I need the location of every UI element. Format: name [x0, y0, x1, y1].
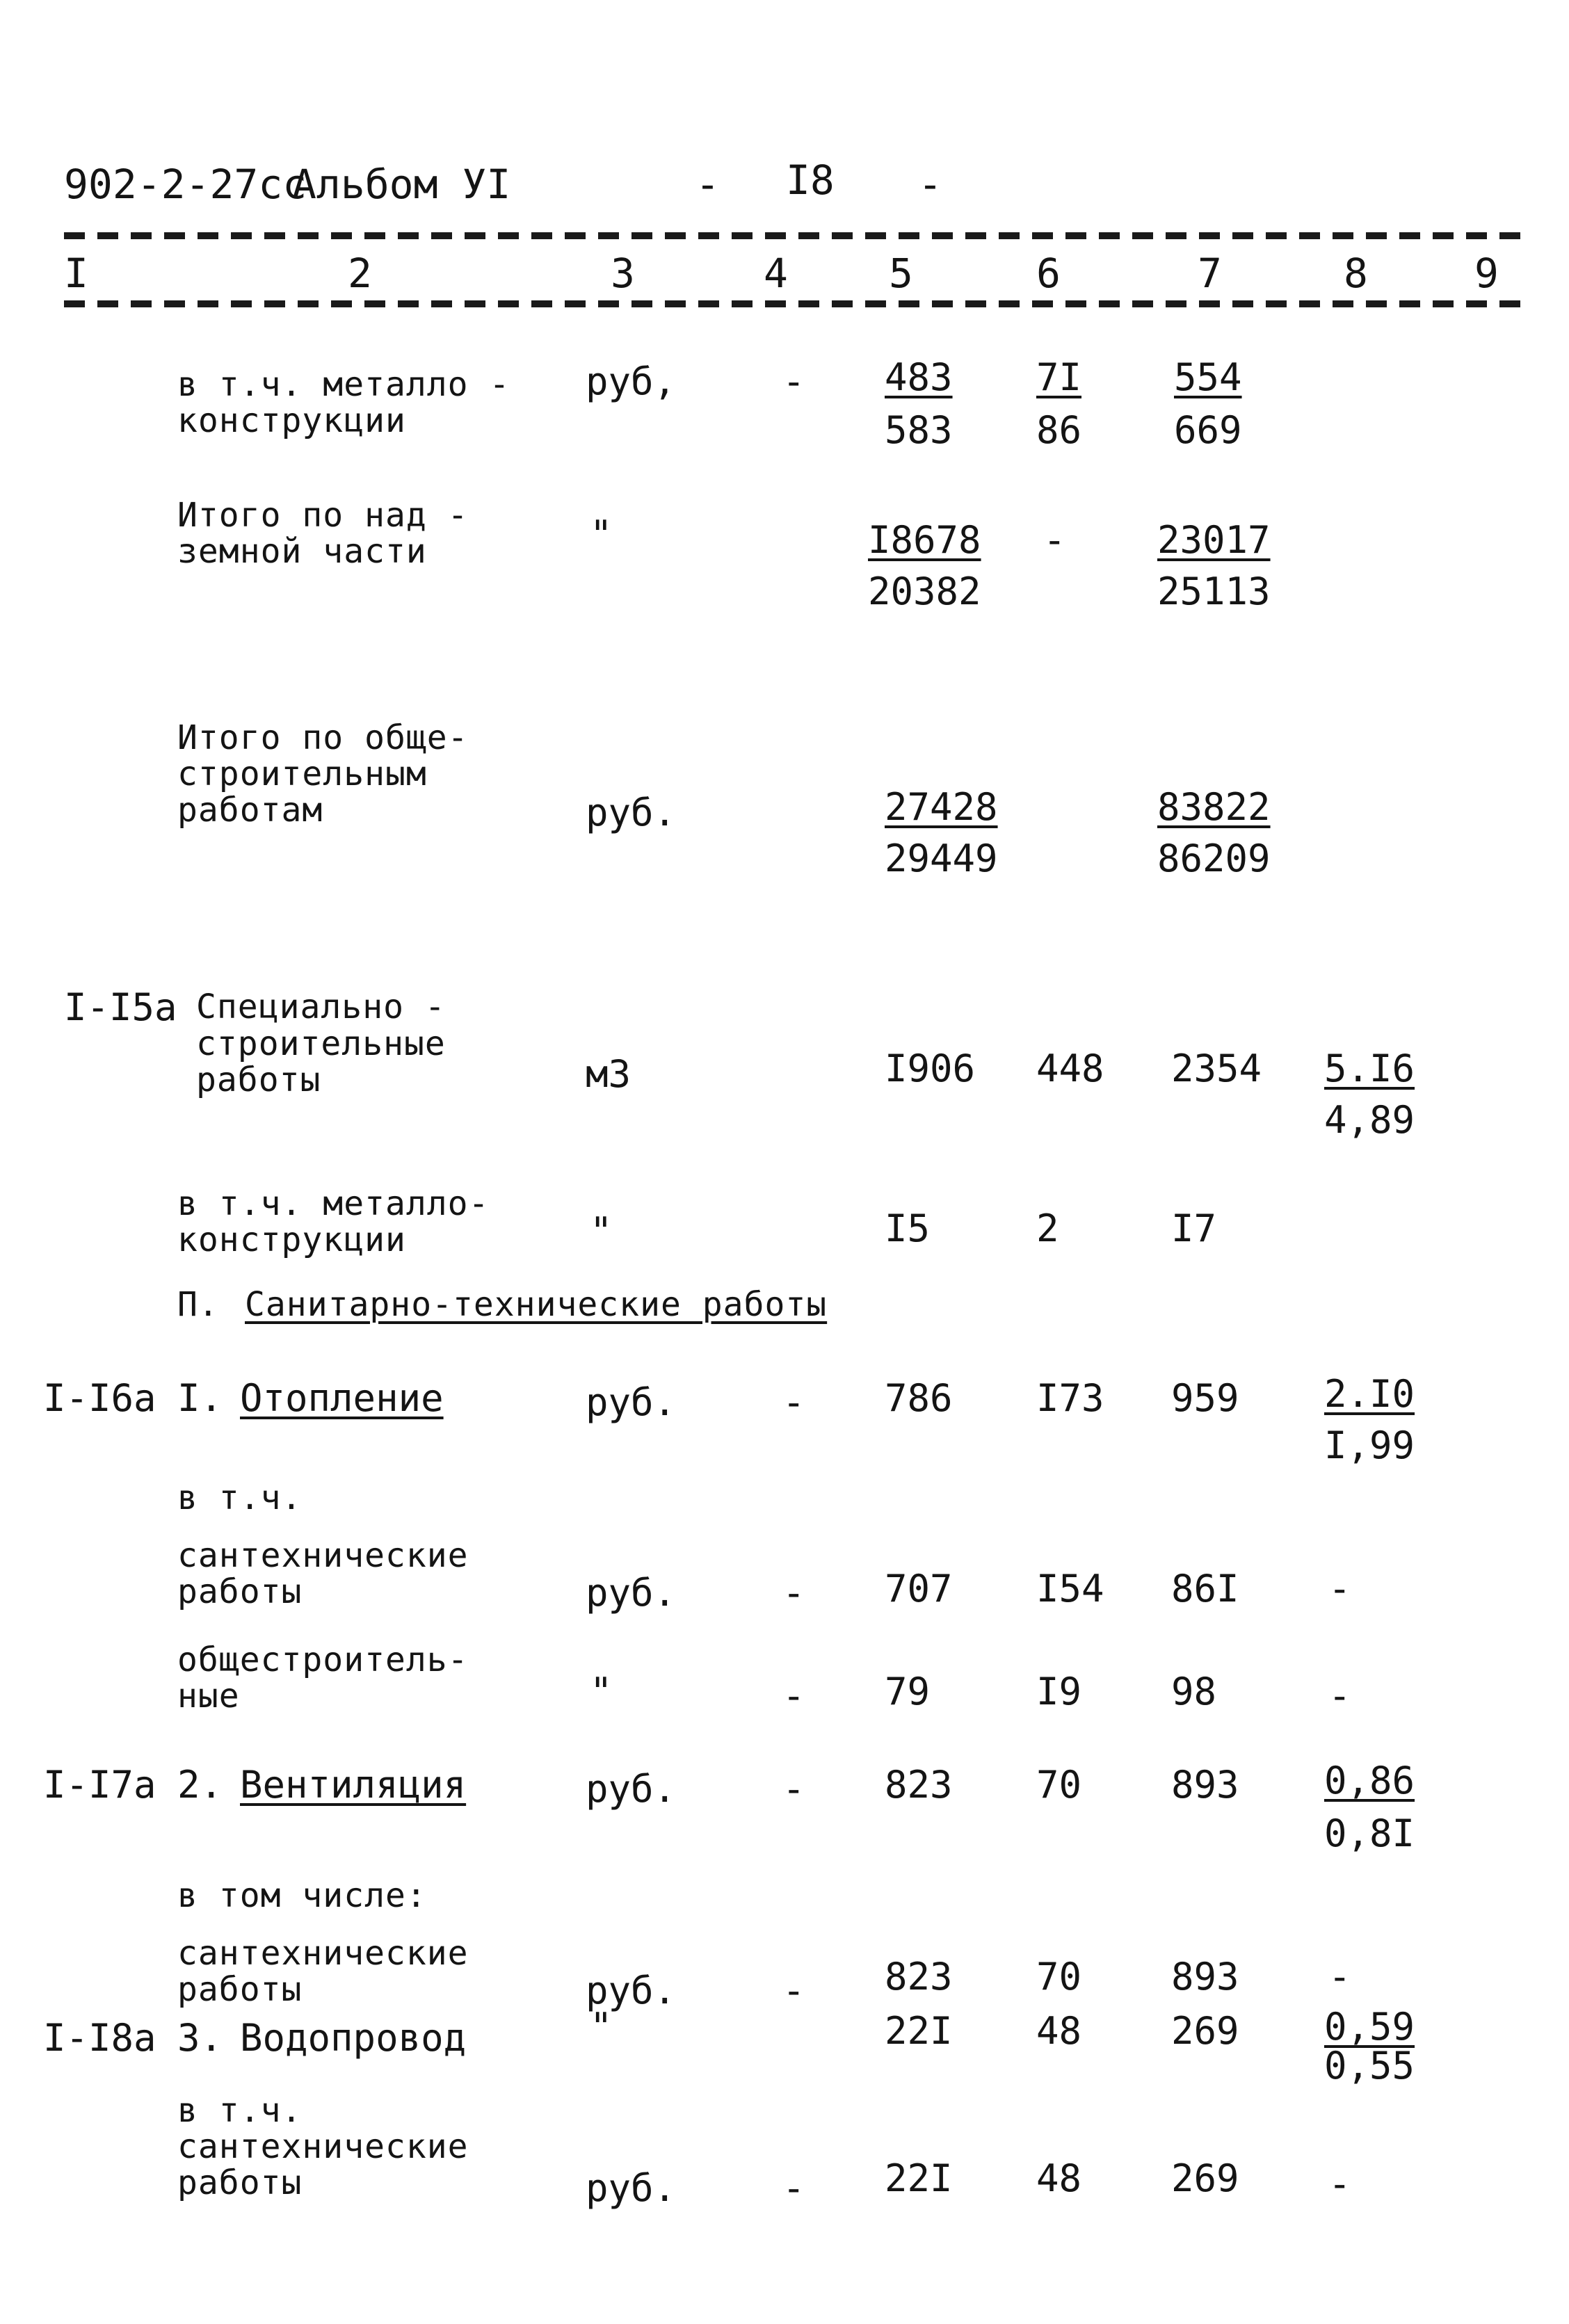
row-water-san-col7: 269: [1171, 2156, 1239, 2200]
row-special-metal-col6: 2: [1036, 1207, 1059, 1250]
row-heating-col8-top: 2.I0: [1324, 1372, 1415, 1416]
row-heating-col5: 786: [885, 1376, 953, 1420]
row-water-col7: 269: [1171, 2009, 1239, 2053]
row-special-col5: I906: [885, 1047, 976, 1090]
row-metal-col4: -: [782, 360, 805, 403]
row-special-col7: 2354: [1171, 1047, 1262, 1090]
row-heating-san-col5: 707: [885, 1567, 953, 1611]
row-general-unit: руб.: [586, 791, 677, 834]
row-aboveground-name: Итого по над - земной части: [177, 496, 469, 571]
row-water-san-col8: -: [1328, 2162, 1351, 2206]
col-header-2: 2: [348, 250, 372, 297]
row-vent-san-col4: -: [782, 1969, 805, 2012]
row-heating-gen-col7: 98: [1171, 1670, 1217, 1713]
col-header-6: 6: [1036, 250, 1061, 297]
row-heating-num: I.: [177, 1376, 223, 1420]
col-header-4: 4: [764, 250, 788, 297]
row-heating-san-unit: руб.: [586, 1571, 677, 1615]
row-water-num: 3.: [177, 2016, 223, 2060]
row-water-san-col5: 22I: [885, 2156, 953, 2200]
row-metal-col7-top: 554: [1174, 355, 1242, 399]
row-heating-gen-unit: ": [590, 1670, 613, 1713]
row-heating-unit: руб.: [586, 1380, 677, 1424]
col-header-8: 8: [1344, 250, 1368, 297]
row-aboveground-col5-top: I8678: [868, 518, 981, 562]
album-label: Альбом УI: [292, 161, 511, 208]
row-water-col8-top: 0,59: [1324, 2005, 1415, 2049]
row-metal-col5-top: 483: [885, 355, 953, 399]
row-vent-col6: 70: [1036, 1763, 1082, 1807]
row-water-san-unit: руб.: [586, 2166, 677, 2210]
row-special-code: I-I5a: [64, 985, 177, 1029]
document-code: 902-2-27сс: [64, 161, 307, 208]
row-vent-col4: -: [782, 1767, 805, 1811]
row-vent-san-name: сантехнические работы: [177, 1934, 469, 2009]
row-heating-gen-col4: -: [782, 1674, 805, 1718]
row-vent-name: Вентиляция: [240, 1763, 467, 1807]
row-vent-col8-bottom: 0,8I: [1324, 1811, 1415, 1855]
row-water-name: Водопровод: [240, 2016, 467, 2060]
row-vent-san-col7: 893: [1171, 1955, 1239, 1999]
row-special-unit: м3: [586, 1052, 631, 1096]
row-metal-col7-bottom: 669: [1174, 408, 1242, 452]
row-heating-name: Отопление: [240, 1376, 444, 1420]
row-aboveground-col5-bottom: 20382: [868, 570, 981, 613]
row-general-col5-bottom: 29449: [885, 837, 998, 880]
row-special-name-line1: Специально -: [196, 987, 446, 1026]
row-aboveground-col7-bottom: 25113: [1157, 570, 1271, 613]
row-heating-san-prefix: в т.ч.: [177, 1478, 303, 1517]
row-vent-san-col6: 70: [1036, 1955, 1082, 1999]
row-heating-col6: I73: [1036, 1376, 1104, 1420]
row-heating-san-col8: -: [1328, 1567, 1351, 1611]
row-vent-san-prefix: в том числе:: [177, 1876, 427, 1915]
row-metal-col6-top: 7I: [1036, 355, 1082, 399]
col-header-7: 7: [1198, 250, 1222, 297]
row-vent-code: I-I7a: [43, 1763, 156, 1807]
row-heating-col8-bottom: I,99: [1324, 1423, 1415, 1467]
row-special-metal-col5: I5: [885, 1207, 931, 1250]
row-vent-num: 2.: [177, 1763, 223, 1807]
row-heating-san-col6: I54: [1036, 1567, 1104, 1611]
row-aboveground-col7-top: 23017: [1157, 518, 1271, 562]
row-special-col6: 448: [1036, 1047, 1104, 1090]
col-header-9: 9: [1474, 250, 1499, 297]
row-metal-col6-bottom: 86: [1036, 408, 1082, 452]
row-heating-col7: 959: [1171, 1376, 1239, 1420]
row-water-col6: 48: [1036, 2009, 1082, 2053]
row-vent-col5: 823: [885, 1763, 953, 1807]
col-header-5: 5: [889, 250, 913, 297]
header-rule-bottom: [64, 300, 1531, 307]
page-number: I8: [786, 156, 835, 204]
row-vent-col7: 893: [1171, 1763, 1239, 1807]
row-water-unit: ": [590, 2005, 613, 2049]
col-header-1: I: [64, 250, 88, 297]
row-general-name: Итого по обще- строительным работам: [177, 718, 469, 830]
row-vent-san-col5: 823: [885, 1955, 953, 1999]
row-heating-code: I-I6a: [43, 1376, 156, 1420]
row-heating-san-col4: -: [782, 1571, 805, 1615]
row-special-col8-top: 5.I6: [1324, 1047, 1415, 1090]
row-heating-gen-col6: I9: [1036, 1670, 1082, 1713]
row-aboveground-col6: -: [1043, 518, 1066, 562]
row-vent-unit: руб.: [586, 1767, 677, 1811]
section-number: П.: [177, 1285, 219, 1324]
section-title: Санитарно-технические работы: [245, 1285, 828, 1324]
row-heating-san-name: сантехнические работы: [177, 1536, 469, 1611]
row-general-col7-bottom: 86209: [1157, 837, 1271, 880]
row-heating-gen-name: общестроитель- ные: [177, 1640, 469, 1716]
row-vent-col8-top: 0,86: [1324, 1759, 1415, 1802]
row-heating-gen-col8: -: [1328, 1674, 1351, 1718]
row-metal-unit: руб,: [586, 360, 677, 403]
row-special-col8-bottom: 4,89: [1324, 1098, 1415, 1142]
row-water-col5: 22I: [885, 2009, 953, 2053]
row-general-col7-top: 83822: [1157, 785, 1271, 829]
row-metal-col5-bottom: 583: [885, 408, 953, 452]
row-special-metal-unit: ": [590, 1209, 613, 1253]
header-dash-right: -: [918, 161, 942, 208]
row-heating-gen-col5: 79: [885, 1670, 931, 1713]
col-header-3: 3: [611, 250, 635, 297]
row-vent-san-unit: руб.: [586, 1969, 677, 2012]
row-water-code: I-I8a: [43, 2016, 156, 2060]
row-metal-name: в т.ч. металло - конструкции: [177, 365, 510, 440]
header-dash-left: -: [695, 161, 720, 208]
row-vent-san-col8: -: [1328, 1955, 1351, 1999]
row-heating-col4: -: [782, 1380, 805, 1424]
row-water-san-col4: -: [782, 2166, 805, 2210]
row-water-san-col6: 48: [1036, 2156, 1082, 2200]
row-special-name-rest: строительные работы: [196, 1024, 446, 1099]
row-water-col8-bottom: 0,55: [1324, 2044, 1415, 2088]
row-special-metal-name: в т.ч. металло- конструкции: [177, 1184, 490, 1259]
row-water-san-name: в т.ч. сантехнические работы: [177, 2091, 469, 2202]
header-rule-top: [64, 232, 1531, 239]
row-heating-san-col7: 86I: [1171, 1567, 1239, 1611]
row-aboveground-unit: ": [590, 513, 613, 556]
row-general-col5-top: 27428: [885, 785, 998, 829]
row-special-metal-col7: I7: [1171, 1207, 1217, 1250]
